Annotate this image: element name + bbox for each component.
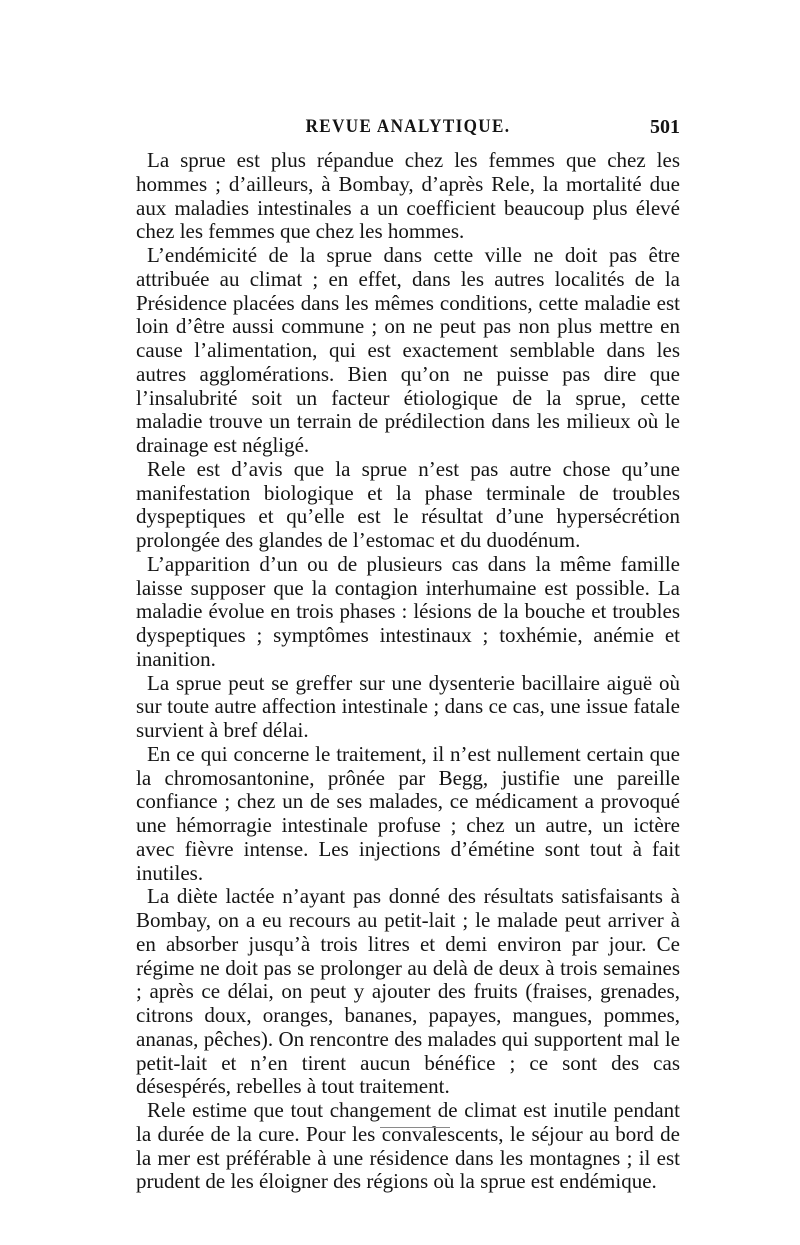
paragraph: L’apparition d’un ou de plusieurs cas dans la même famille laisse supposer que la contagion interhumaine est possible. La maladie évolue en trois phases : lésions de la bouche et troubles dyspeptiques ; symptômes intestinaux ; toxhémie, anémie et inanition. — [136, 551, 680, 671]
body-text — [136, 149, 680, 1194]
page-number: 501 — [650, 116, 680, 138]
page-header — [136, 116, 680, 142]
paragraph: Rele est d’avis que la sprue n’est pas autre chose qu’une manifestation biologique et la phase terminale de troubles dyspeptiques et qu’elle est le résultat d’une hypersécrétion prolongée des glandes de l’estomac et du duodénum. — [136, 456, 680, 552]
paragraph: Rele estime que tout changement de climat est inutile pendant la durée de la cure. Pour les convalescents, le séjour au bord de la mer est préférable à une résidence dans les montagnes ; il est prudent de les éloigner des régions où la sprue est endémique. — [136, 1098, 680, 1194]
paragraph: La sprue est plus répandue chez les femmes que chez les hommes ; d’ailleurs, à Bombay, d’après Rele, la mortalité due aux maladies intestinales a un coefficient beaucoup plus élevé chez les femmes que chez les hommes. — [136, 148, 680, 244]
paragraph: La sprue peut se greffer sur une dysenterie bacillaire aiguë où sur toute autre affection intestinale ; dans ce cas, une issue fatale survient à bref délai. — [136, 670, 680, 742]
running-head: REVUE ANALYTIQUE. — [305, 116, 511, 137]
paragraph: La diète lactée n’ayant pas donné des résultats satisfaisants à Bombay, on a eu recours au petit-lait ; le malade peut arriver à en absorber jusqu’à trois litres et demi environ par jour. Ce régime ne doit pas se prolonger au delà de deux à trois semaines ; après ce délai, on peut y ajouter des fruits (fraises, grenades, citrons doux, oranges, bananes, papayes, mangues, pommes, ananas, pêches). On rencontre des malades qui supportent mal le petit-lait et n’en tirent aucun bénéfice ; ce sont des cas désespérés, rebelles à tout traitement. — [136, 884, 680, 1099]
paragraph: En ce qui concerne le traitement, il n’est nullement certain que la chromosantonine, prônée par Begg, justifie une pareille confiance ; chez un de ses malades, ce médicament a provoqué une hémorragie intestinale profuse ; chez un autre, un ictère avec fièvre intense. Les injections d’émétine sont tout à fait inutiles. — [136, 741, 680, 885]
end-rule-divider — [380, 1127, 450, 1129]
paragraph: L’endémicité de la sprue dans cette ville ne doit pas être attribuée au climat ; en effet, dans les autres localités de la Présidence placées dans les mêmes conditions, cette maladie est loin d’être aussi commune ; on ne peut pas non plus mettre en cause l’alimentation, qui est exactement semblable dans les autres agglomérations. Bien qu’on ne puisse pas dire que l’insalubrité soit un facteur étiologique de la sprue, cette maladie trouve un terrain de prédilection dans les milieux où le drainage est négligé. — [136, 243, 680, 457]
